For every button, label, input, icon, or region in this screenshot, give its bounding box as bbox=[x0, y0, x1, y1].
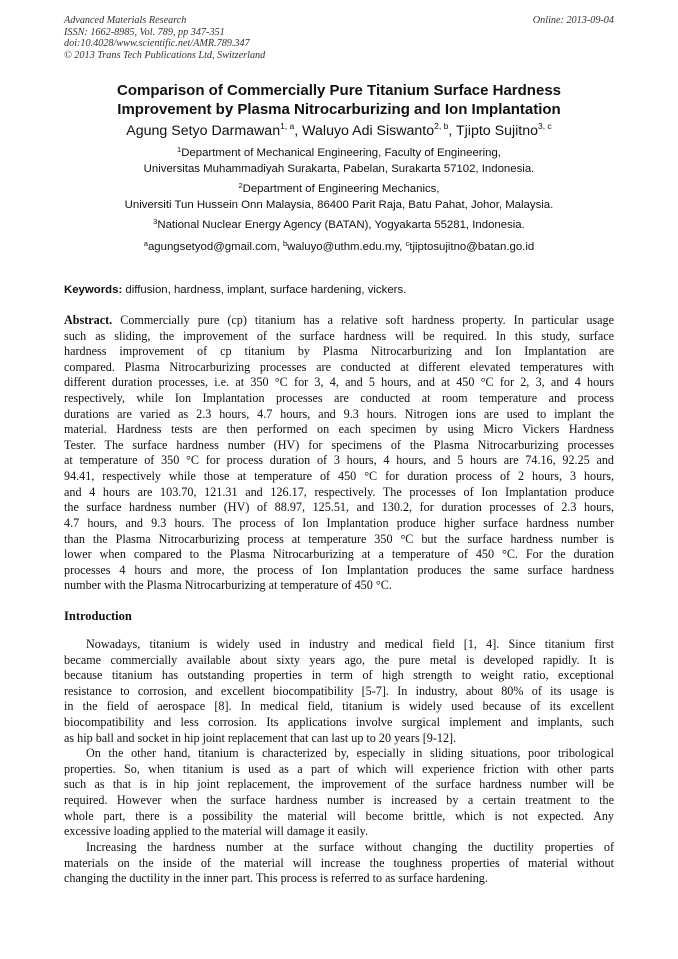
section-heading-introduction: Introduction bbox=[64, 609, 132, 623]
abstract-line: such as sliding, the improvement of the surface hardness will be required. In this study, surface bbox=[64, 328, 614, 343]
paragraph-line: required. However when the surface hardness number is increased by a certain treatment to the bbox=[64, 793, 614, 808]
paragraph-line: Nowadays, titanium is widely used in industry and medical field [1, 4]. Since titanium first bbox=[86, 637, 614, 651]
email-sup: c bbox=[405, 239, 410, 248]
abstract-line: compared. Plasma Nitrocarburizing processes are conducted at different elevated temperatures with bbox=[64, 359, 614, 374]
email-address[interactable]: waluyo@uthm.edu.my, bbox=[287, 241, 406, 253]
email-sup: a bbox=[143, 239, 148, 248]
paragraph-line: Increasing the hardness number at the surface without changing the ductility properties of bbox=[86, 839, 614, 854]
paragraph-line: resistance to corrosion, and excellent biocompatibility [5-7]. In industry, about 80% of its usage is bbox=[64, 683, 614, 698]
paragraph-line: materials on the inside of the material will increase the toughness properties of material without bbox=[64, 855, 614, 870]
paragraph-line: excessive loading applied to the material will damage it easily. bbox=[64, 824, 368, 839]
abstract-line: the surface hardness number (HV) of 88.97, 125.51, and 130.2, for duration processes of 2.3 hours, bbox=[64, 500, 614, 515]
abstract-line: and 4 hours are 103.70, 121.31 and 126.17, respectively. The processes of Ion Implantation produce bbox=[64, 484, 614, 499]
keywords bbox=[64, 283, 614, 298]
title-line-1: Comparison of Commercially Pure Titanium Surface Hardness bbox=[116, 82, 562, 99]
affil-line: Universitas Muhammadiyah Surakarta, Pabelan, Surakarta 57102, Indonesia. bbox=[143, 162, 535, 175]
affiliation-3 bbox=[64, 218, 614, 234]
abstract-line: different duration processes, i.e. at 350 °C for 3, 4, and 5 hours, and at 450 °C for 2, 3, and 4 hours bbox=[64, 375, 614, 390]
journal-copyright: © 2013 Trans Tech Publications Ltd, Switzerland bbox=[64, 49, 266, 61]
abstract-line: 94.41, respectively while those at temperature of 450 °C for duration process of 2 hours, 3 hours, bbox=[64, 469, 614, 484]
affiliation-1 bbox=[64, 146, 614, 177]
author-name: Tjipto Sujitno bbox=[455, 123, 538, 139]
email-sup: b bbox=[283, 239, 288, 248]
paragraph-line: changing the ductility in the inner part. This process is referred to as surface hardening. bbox=[64, 871, 488, 886]
affil-line: Department of Mechanical Engineering, Faculty of Engineering, bbox=[181, 147, 501, 159]
abstract-line: Abstract. Commercially pure (cp) titanium has a relative soft hardness property. In particular usage bbox=[64, 313, 614, 327]
abstract-line: Tester. The surface hardness number (HV) for specimens of the Plasma Nitrocarburizing processes bbox=[64, 437, 614, 452]
abstract-line: lower when compared to the Plasma Nitrocarburizing at a temperature of 450 °C. For the duration bbox=[64, 547, 614, 562]
email-address[interactable]: agungsetyod@gmail.com, bbox=[147, 241, 283, 253]
keywords-label: Keywords: bbox=[64, 284, 123, 296]
paragraph-line: as hip ball and socket in hip joint replacement that can last up to 20 years [9-12]. bbox=[64, 730, 457, 745]
abstract-line: at temperature of 350 °C for process duration of 3 hours, 4 hours, and 5 hours are 74.16, 92.25 and bbox=[64, 453, 614, 468]
author-emails bbox=[64, 240, 614, 256]
paragraph-line: because titanium has outstanding properties in term of high strength to weight ratio, exceptional bbox=[64, 668, 614, 683]
author-separator: , bbox=[294, 123, 303, 139]
affil-number: 1 bbox=[177, 145, 182, 154]
affil-line: Department of Engineering Mechanics, bbox=[242, 183, 440, 195]
affil-number: 3 bbox=[153, 217, 158, 226]
author-separator: , bbox=[448, 123, 456, 139]
author-name: Waluyo Adi Siswanto bbox=[302, 123, 435, 139]
author-name: Agung Setyo Darmawan bbox=[126, 123, 281, 139]
journal-doi: doi:10.4028/www.scientific.net/AMR.789.347 bbox=[64, 38, 250, 50]
affil-line: National Nuclear Energy Agency (BATAN), Yogyakarta 55281, Indonesia. bbox=[157, 219, 525, 231]
introduction-body bbox=[64, 637, 614, 887]
abstract-line: hardness improvement of cp titanium by Plasma Nitrocarburizing and Ion Implantation are bbox=[64, 344, 614, 359]
author-affil-sup: 3, c bbox=[537, 121, 552, 131]
abstract-line: respectively, while Ion Implantation processes are conducted at room temperature and process bbox=[64, 391, 614, 406]
title-line-2: Improvement by Plasma Nitrocarburizing and Ion Implantation bbox=[117, 100, 561, 118]
paragraph-line: properties. So, when titanium is used as a part of which will experience friction with other parts bbox=[64, 761, 614, 776]
paragraph-line: in the field of aerospace [8]. In medical field, titanium is widely used because of its excellent bbox=[64, 699, 614, 714]
abstract-line: processes 4 hours and more, the process of Ion Implantation produces the same surface hardness bbox=[64, 562, 614, 577]
abstract-line: number with the Plasma Nitrocarburizing at temperature of 450 °C. bbox=[64, 578, 392, 593]
paragraph-line: On the other hand, titanium is characterized by, especially in sliding situations, poor tribological bbox=[86, 746, 614, 761]
abstract-label: Abstract. bbox=[64, 313, 113, 327]
author-affil-sup: 2, b bbox=[434, 121, 449, 131]
author-affil-sup: 1, a bbox=[280, 121, 295, 131]
affil-line: Universiti Tun Hussein Onn Malaysia, 86400 Parit Raja, Batu Pahat, Johor, Malaysia. bbox=[124, 198, 554, 211]
abstract bbox=[64, 313, 614, 594]
journal-issn: ISSN: 1662-8985, Vol. 789, pp 347-351 bbox=[64, 26, 225, 38]
journal-name: Advanced Materials Research bbox=[64, 15, 187, 26]
paper-title bbox=[64, 82, 614, 119]
online-date: Online: 2013-09-04 bbox=[532, 15, 614, 26]
abstract-line: durations are varied as 2.3 hours, 4.7 hours, and 9.3 hours. Nitrogen ions are used to implant the bbox=[64, 406, 614, 421]
abstract-line: than the Plasma Nitrocarburizing process at temperature 350 °C but the surface hardness number is bbox=[64, 531, 614, 546]
affiliation-2 bbox=[64, 182, 614, 213]
abstract-line: material. Hardness tests are then performed on each specimen by using Micro Vickers Hardness bbox=[64, 422, 614, 437]
email-address[interactable]: tjiptosujitno@batan.go.id bbox=[409, 241, 535, 253]
paragraph-line: whole part, there is a possibility the material will become brittle, which is not expected. Any bbox=[64, 808, 614, 823]
keywords-text: diffusion, hardness, implant, surface hardening, vickers. bbox=[122, 284, 407, 296]
journal-header bbox=[64, 15, 394, 61]
paragraph-line: biocompatibility and less corrosion. Its applications involve surgical implement and implants, such bbox=[64, 715, 614, 730]
paragraph-line: became commercially available about sixty years ago, the pure metal is developed rapidly. It is bbox=[64, 652, 614, 667]
affil-number: 2 bbox=[238, 181, 243, 190]
author-list bbox=[64, 122, 614, 140]
abstract-line: 4.7 hours, and 9.3 hours. The process of Ion Implantation produce higher surface hardness number bbox=[64, 515, 614, 530]
paragraph-line: such as that is in hip joint replacement, the improvement of the surface hardness number will be bbox=[64, 777, 614, 792]
